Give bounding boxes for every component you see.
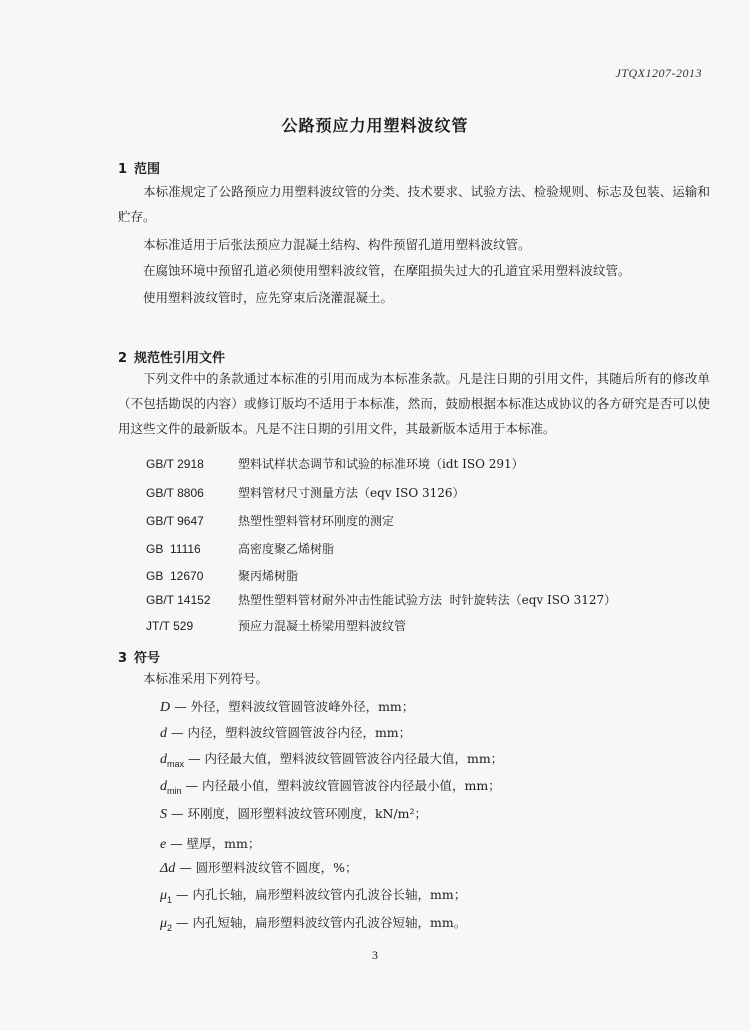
reference-row <box>146 512 394 529</box>
reference-title: 塑料试样状态调节和试验的标准环境（idt ISO 291） <box>238 457 524 471</box>
reference-title: 预应力混凝土桥梁用塑料波纹管 <box>238 619 407 633</box>
section-title: 符号 <box>134 651 161 666</box>
reference-title: 热塑性塑料管材耐外冲击性能试验方法 时针旋转法（eqv ISO 3127） <box>238 593 617 607</box>
symbol: $d_{max}$ <box>160 752 185 769</box>
section-number: 1 <box>118 162 128 177</box>
reference-title: 高密度聚乙烯树脂 <box>238 542 335 556</box>
reference-row <box>146 567 298 584</box>
symbol-description: — 外径，塑料波纹管圆管波峰外径，mm； <box>174 699 415 714</box>
symbol: $d_{min}$ <box>160 779 182 796</box>
symbol-row <box>160 858 358 877</box>
document-title: 公路预应力用塑料波纹管 <box>281 116 469 135</box>
reference-row <box>146 484 465 501</box>
section-2-intro: 下列文件中的条款通过本标准的引用而成为本标准条款。凡是注日期的引用文件，其随后所有的修改单（不包括勘误的内容）或修订版均不适用于本标准，然而，鼓励根据本标准达成协议的各方研究是否可以使用这些文件的最新版本。凡是不注日期的引用文件，其最新版本适用于本标准。 <box>118 371 710 436</box>
symbol-description: — 内径最小值，塑料波纹管圆管波谷内径最小值，mm； <box>185 778 501 793</box>
section-2-heading <box>118 347 225 366</box>
section-number: 3 <box>118 651 128 666</box>
symbol: Δd <box>160 861 176 876</box>
reference-row <box>146 455 524 472</box>
symbol-row <box>160 749 503 769</box>
reference-code: GB/T 2918 <box>146 457 204 471</box>
reference-title: 聚丙烯树脂 <box>238 569 299 583</box>
symbol: d <box>160 726 167 741</box>
symbol-description: — 圆形塑料波纹管不圆度，%； <box>179 860 358 875</box>
symbol: e <box>160 837 167 852</box>
section-3-heading <box>118 647 160 666</box>
symbol-description: — 内孔长轴，扁形塑料波纹管内孔波谷长轴，mm； <box>176 887 467 902</box>
symbol-description: — 内径最大值，塑料波纹管圆管波谷内径最大值，mm； <box>188 751 504 766</box>
reference-code: GB/T 9647 <box>146 514 204 528</box>
section-1-paragraph: 本标准适用于后张法预应力混凝土结构、构件预留孔道用塑料波纹管。 <box>143 237 531 252</box>
symbol-row <box>160 885 466 905</box>
symbol: $\mu_2$ <box>160 916 173 933</box>
symbol-row <box>160 804 427 823</box>
document-code: JTQX1207-2013 <box>615 66 702 80</box>
reference-row <box>146 617 406 634</box>
section-1-paragraph: 在腐蚀环境中预留孔道必须使用塑料波纹管，在摩阻损失过大的孔道宜采用塑料波纹管。 <box>143 263 631 278</box>
symbol-description: — 壁厚，mm； <box>170 836 261 851</box>
reference-row <box>146 540 334 557</box>
reference-code: GB 11116 <box>146 542 201 556</box>
symbol-row <box>160 776 501 796</box>
symbol-row <box>160 697 414 716</box>
symbol: D <box>160 700 171 715</box>
symbol-row <box>160 723 411 742</box>
section-title: 规范性引用文件 <box>134 351 226 366</box>
section-3-intro: 本标准采用下列符号。 <box>143 671 269 686</box>
reference-title: 塑料管材尺寸测量方法（eqv ISO 3126） <box>238 486 465 500</box>
reference-code: GB/T 8806 <box>146 486 204 500</box>
symbol: $\mu_1$ <box>160 888 173 905</box>
symbol-description: — 内径，塑料波纹管圆管波谷内径，mm； <box>170 725 412 740</box>
reference-code: GB/T 14152 <box>146 593 211 607</box>
reference-code: JT/T 529 <box>146 619 194 633</box>
section-1-paragraph: 本标准规定了公路预应力用塑料波纹管的分类、技术要求、试验方法、检验规则、标志及包装、运输和贮存。 <box>118 184 710 224</box>
symbol-description: — 环刚度，圆形塑料波纹管环刚度，kN/m²； <box>170 806 428 821</box>
section-1-heading <box>118 158 160 177</box>
section-number: 2 <box>118 351 128 366</box>
page-number: 3 <box>372 948 378 962</box>
reference-title: 热塑性塑料管材环刚度的测定 <box>238 514 395 528</box>
symbol: S <box>160 807 167 822</box>
reference-code: GB 12670 <box>146 569 204 583</box>
section-1-paragraph: 使用塑料波纹管时，应先穿束后浇灌混凝土。 <box>143 290 394 305</box>
symbol-row <box>160 913 466 933</box>
symbol-row <box>160 834 260 853</box>
section-title: 范围 <box>134 162 161 177</box>
symbol-description: — 内孔短轴，扁形塑料波纹管内孔波谷短轴，mm。 <box>176 915 467 930</box>
reference-row <box>146 591 616 608</box>
